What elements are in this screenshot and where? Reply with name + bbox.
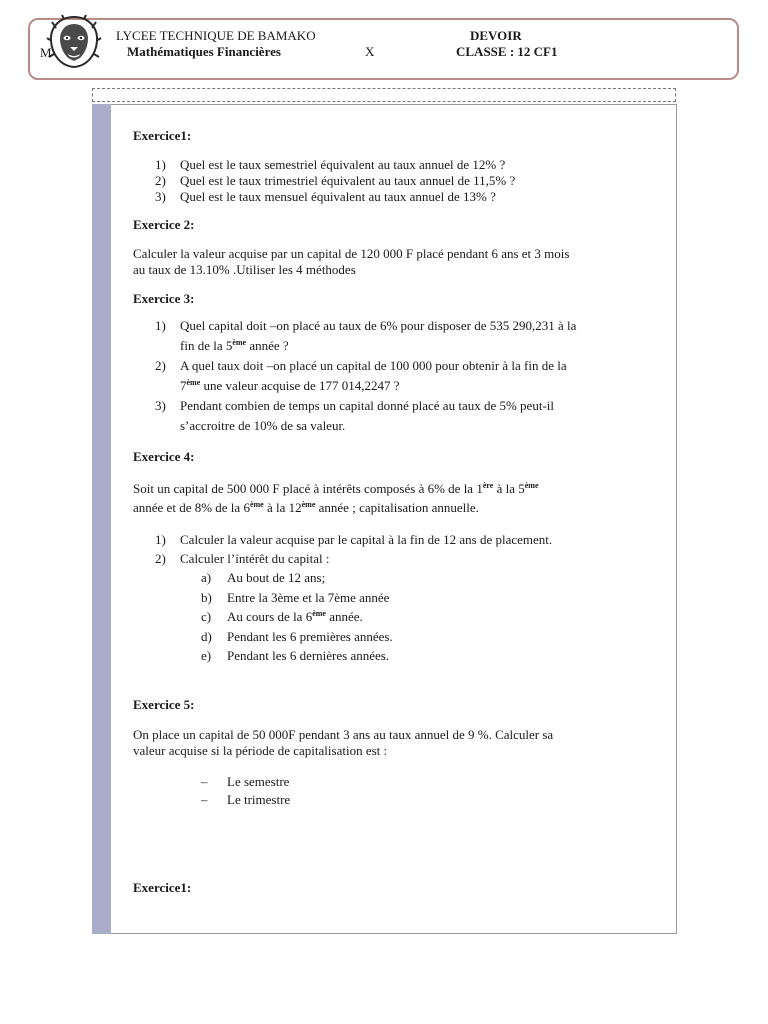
- exercise-5-text: On place un capital de 50 000F pendant 3 ans au taux annuel de 9 %. Calculer sa valeur acquise si la période de capitalisation est :: [133, 726, 554, 758]
- exercise-2-text: Calculer la valeur acquise par un capital de 120 000 F placé pendant 6 ans et 3 mois au taux de 13.10% .Utiliser les 4 méthodes: [133, 246, 570, 277]
- document-type: DEVOIR: [470, 28, 522, 43]
- list-item: 3) Pendant combien de temps un capital donné placé au taux de 5% peut-il s’accroitre de 10% de sa valeur.: [155, 398, 554, 433]
- exercise-last-title: Exercice1:: [133, 879, 192, 895]
- school-name: LYCEE TECHNIQUE DE BAMAKO: [116, 28, 316, 43]
- list-item: – Le semestre: [201, 773, 290, 789]
- exercise-5-options: [133, 773, 658, 809]
- list-item: 1) Calculer la valeur acquise par le capital à la fin de 12 ans de placement.: [155, 532, 553, 547]
- exercise-4-text: Soit un capital de 500 000 F placé à intérêts composés à 6% de la 1ère à la 5ème année et de 8% de la 6ème à la 12ème année ; capitalisation annuelle.: [133, 481, 539, 515]
- list-item: 1) Quel capital doit –on placé au taux de 6% pour disposer de 535 290,231 à la fin de la 5ème année ?: [155, 318, 577, 353]
- subject-name: Mathématiques Financières: [127, 44, 281, 59]
- exercise-1-list: [133, 157, 658, 205]
- exercise-2-title: Exercice 2:: [133, 217, 195, 232]
- exercise-4-title: Exercice 4:: [133, 449, 195, 464]
- list-item: 2) A quel taux doit –on placé un capital de 100 000 pour obtenir à la fin de la 7ème une valeur acquise de 177 014,2247 ?: [155, 358, 567, 393]
- left-color-bar: [92, 104, 111, 934]
- exercise-3-list: [133, 316, 658, 436]
- lion-logo-icon: [46, 14, 102, 70]
- list-item: a) Au bout de 12 ans;: [201, 570, 326, 585]
- list-item: b) Entre la 3ème et la 7ème année: [201, 589, 390, 605]
- exercise-5-title: Exercice 5:: [133, 696, 195, 712]
- exercise-4-sublist: [133, 568, 658, 666]
- list-item: 2) Quel est le taux trimestriel équivalent au taux annuel de 11,5% ?: [155, 173, 516, 188]
- dashed-border: [92, 88, 676, 102]
- list-item: d) Pendant les 6 premières années.: [201, 628, 393, 644]
- list-item: 3) Quel est le taux mensuel équivalent au taux annuel de 13% ?: [155, 189, 496, 204]
- exercise-3-title: Exercice 3:: [133, 291, 195, 306]
- list-item: e) Pendant les 6 dernières années.: [201, 648, 390, 663]
- list-item: 2) Calculer l’intérêt du capital :: [155, 551, 330, 566]
- exercise-4-list: [133, 530, 658, 568]
- header-mark: X: [365, 44, 375, 59]
- list-item: c) Au cours de la 6ème année.: [201, 609, 363, 624]
- list-item: 1) Quel est le taux semestriel équivalent au taux annuel de 12% ?: [155, 157, 506, 172]
- list-item: – Le trimestre: [201, 791, 291, 807]
- exercise-1-title: Exercice1:: [133, 128, 192, 143]
- class-label: CLASSE : 12 CF1: [456, 44, 558, 59]
- exercise-content: [133, 128, 658, 896]
- header-left-letter: M: [40, 45, 52, 60]
